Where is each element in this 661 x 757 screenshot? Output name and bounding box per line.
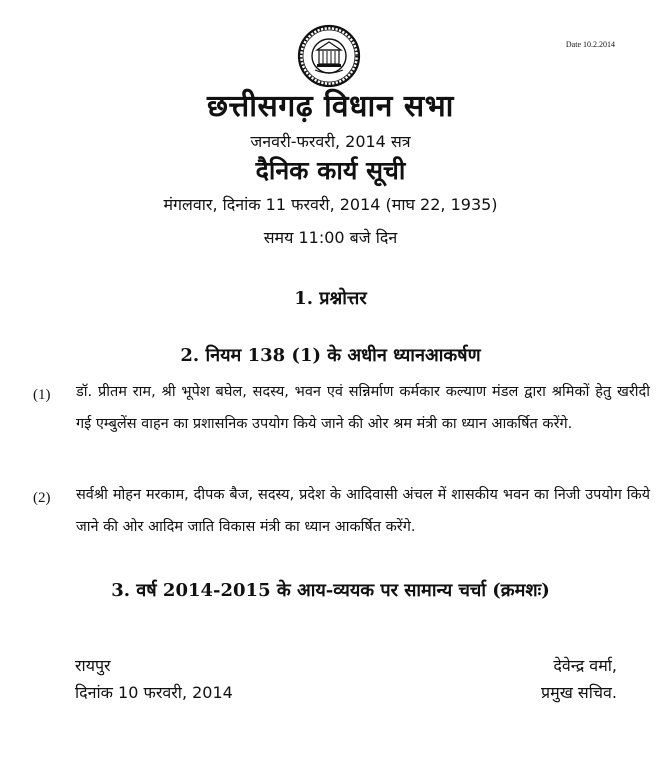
page-title: छत्तीसगढ़ विधान सभा xyxy=(207,89,454,124)
item-text: सर्वश्री मोहन मरकाम, दीपक बैज, सदस्य, प्रदेश के आदिवासी अंचल में शासकीय भवन का निजी उपयोग किये जाने की ओर आदिम जाति विकास मंत्री का ध्यान आकर्षित करेंगे. xyxy=(76,487,650,535)
section-heading-1: 1. प्रश्नोत्तर xyxy=(294,288,367,309)
date-line: मंगलवार, दिनांक 11 फरवरी, 2014 (माघ 22, 1935) xyxy=(163,195,498,214)
footer-date: दिनांक 10 फरवरी, 2014 xyxy=(75,683,233,702)
time-line: समय 11:00 बजे दिन xyxy=(263,228,398,247)
item-number: (1) xyxy=(33,387,51,403)
assembly-emblem-icon xyxy=(297,24,361,88)
date-stamp: Date 10.2.2014 xyxy=(565,40,615,49)
session-line: जनवरी-फरवरी, 2014 सत्र xyxy=(250,132,411,151)
item-text: डॉ. प्रीतम राम, श्री भूपेश बघेल, सदस्य, भवन एवं सन्निर्माण कर्मकार कल्याण मंडल द्वारा श्रमिकों हेतु खरीदी गई एम्बुलेंस वाहन का प्रशासनिक उपयोग किये जाने की ओर श्रम मंत्री का ध्यान आकर्षित करेंगे. xyxy=(76,384,650,432)
footer-place: रायपुर xyxy=(75,656,111,675)
signer-title: प्रमुख सचिव. xyxy=(541,683,617,702)
section-heading-3: 3. वर्ष 2014-2015 के आय-व्ययक पर सामान्य चर्चा (क्रमशः) xyxy=(111,580,550,601)
agenda-title: दैनिक कार्य सूची xyxy=(255,156,406,185)
item-number: (2) xyxy=(33,490,51,506)
signer-name: देवेन्द्र वर्मा, xyxy=(553,656,617,675)
section-heading-2: 2. नियम 138 (1) के अधीन ध्यानआकर्षण xyxy=(180,345,481,366)
